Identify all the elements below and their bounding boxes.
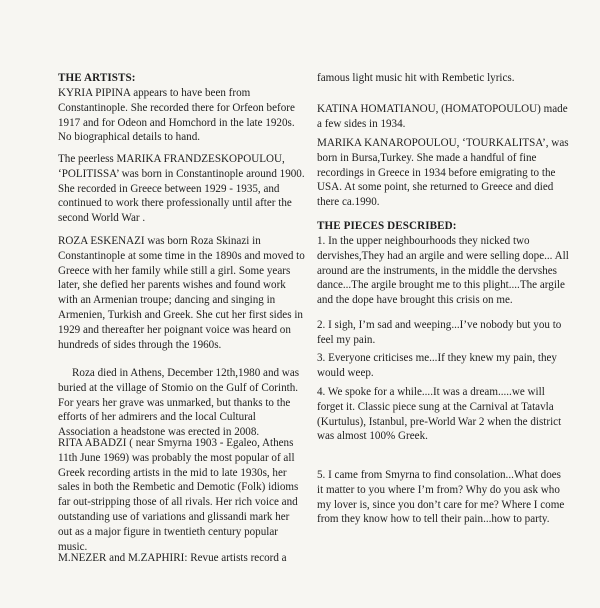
piece-2-paragraph: 2. I sigh, I’m sad and weeping...I’ve nobody but you to feel my pain. xyxy=(317,319,562,346)
artist-abadzi-paragraph: RITA ABADZI ( near Smyrna 1903 - Egaleo, Athens 11th June 1969) was probably the most popular of all Greek recording artists in the mid to late 1930s, her sales in both the Rembetic and Demotic (Folk) idioms far out-stripping those of all rivals. Her rich voice and outstanding use of variations and glissandi mark her out as a major figure in twentieth century popular music. xyxy=(58,437,299,553)
piece-1-paragraph: 1. In the upper neighbourhoods they nicked two dervishes,They had an argile and were selling dope... All around are the instruments, in the middle the dervshes dance...The argile brought me to this plight....The argile and the dope have brought this crisis on me. xyxy=(317,235,569,307)
artist-politissa-paragraph: The peerless MARIKA FRANDZESKOPOULOU, ‘POLITISSA’ was born in Constantinople around 1900. She recorded in Greece between 1929 - 1935, and continued to work there professionally until after the second World War . xyxy=(58,153,305,225)
pieces-heading: THE PIECES DESCRIBED: xyxy=(317,220,457,232)
piece-5-paragraph: 5. I came from Smyrna to find consolation...What does it matter to you where I’m from? Why do you ask who my lover is, since you don’t care for me? Where I come from they know how to tell their pain...how to party. xyxy=(317,469,565,526)
piece-3-paragraph: 3. Everyone criticises me...If they knew my pain, they would weep. xyxy=(317,352,557,379)
artist-eskenazi-death-paragraph: Roza died in Athens, December 12th,1980 and was buried at the village of Stomio on the Gulf of Corinth. For years her grave was unmarked, but thanks to the efforts of her admirers and the local Cultural Association a headstone was erected in 2008. xyxy=(58,367,300,439)
artist-nezer-continued: famous light music hit with Rembetic lyrics. xyxy=(317,72,515,84)
artist-pipina-paragraph: KYRIA PIPINA appears to have been from Constantinople. She recorded there for Orfeon before 1917 and for Odeon and Homchord in the late 1920s. No biographical details to hand. xyxy=(58,87,295,144)
piece-4-paragraph: 4. We spoke for a while....It was a dream.....we will forget it. Classic piece sung at the Carnival at Tatavla (Kurtulus), Istanbul, pre-World War 2 when the district was almost 100% Greek. xyxy=(317,386,562,443)
artist-nezer-paragraph: M.NEZER and M.ZAPHIRI: Revue artists record a xyxy=(58,552,287,564)
artist-kanaropoulou-paragraph: MARIKA KANAROPOULOU, ‘TOURKALITSA’, was born in Bursa,Turkey. She made a handful of fine recordings in Greece in 1934 before emigrating to the USA. At some point, she returned to Greece and died there ca.1990. xyxy=(317,137,569,209)
artists-heading: THE ARTISTS: xyxy=(58,72,136,84)
artist-homatianou-paragraph: KATINA HOMATIANOU, (HOMATOPOULOU) made a few sides in 1934. xyxy=(317,103,568,130)
artist-eskenazi-paragraph: ROZA ESKENAZI was born Roza Skinazi in Constantinople at some time in the 1890s and moved to Greece with her family while still a girl. Some years later, she defied her parents wishes and found work with an Armenian troupe; dancing and singing in Armenien, Turkish and Greek. She cut her first sides in 1929 and thereafter her poignant voice was heard on hundreds of sides through the 1960s. xyxy=(58,235,305,351)
